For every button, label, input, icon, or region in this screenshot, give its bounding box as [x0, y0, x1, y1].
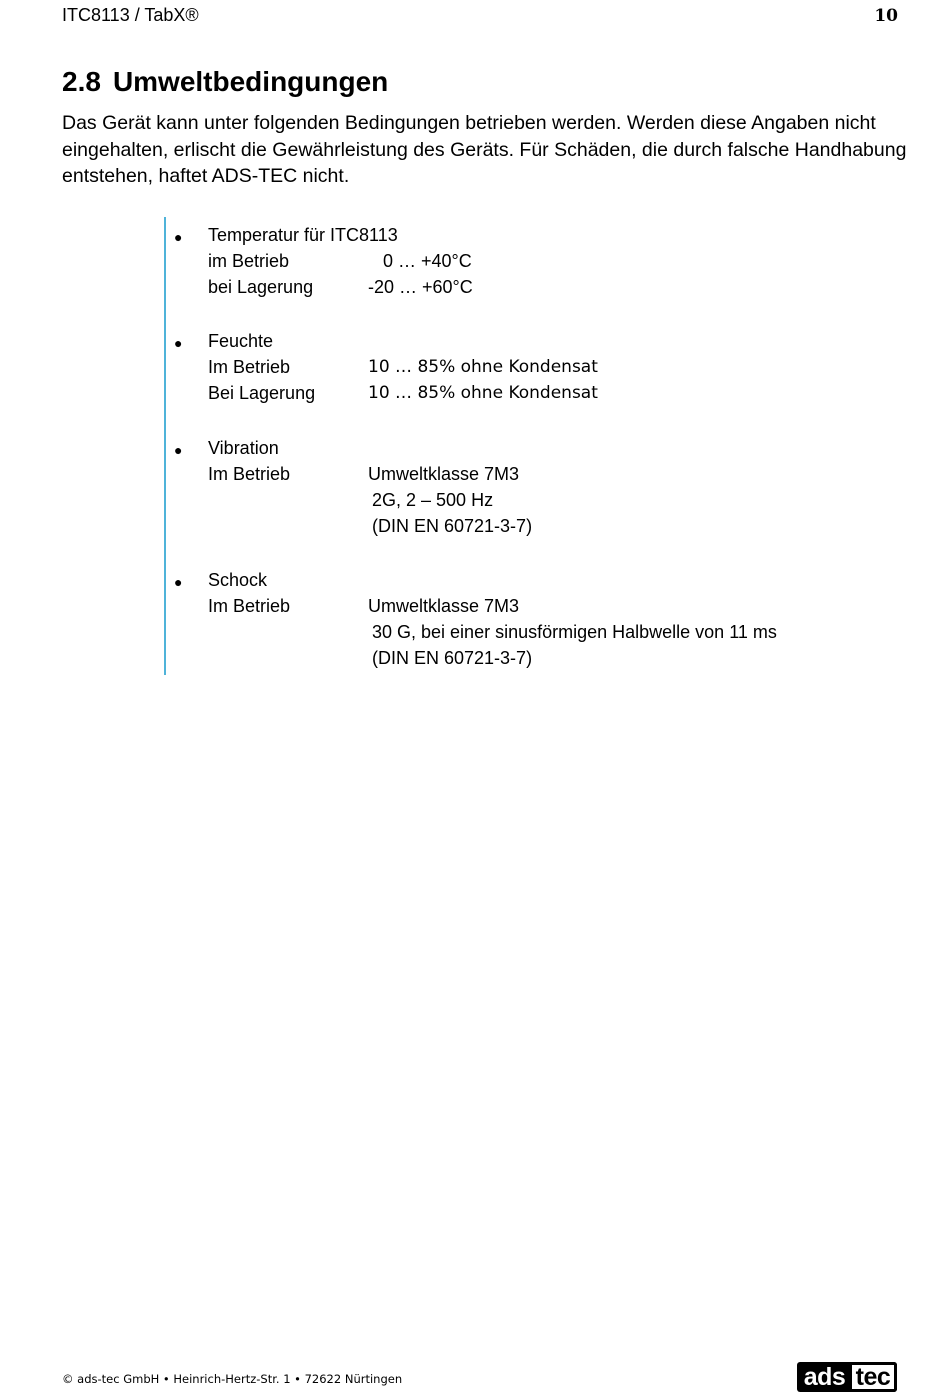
storage-label: bei Lagerung: [208, 277, 314, 297]
operating-label: Im Betrieb: [208, 464, 291, 484]
section-number: 2.8: [62, 66, 101, 97]
bullet-icon: ●: [174, 574, 183, 590]
operating-value: 0 … +40°C: [383, 251, 472, 271]
storage-value: -20 … +60°C: [368, 277, 473, 297]
operating-value: 10 … 85% ohne Kondensat: [368, 357, 598, 377]
section-title: Umweltbedingungen: [112, 66, 389, 97]
condition-title: Feuchte: [208, 331, 274, 351]
logo-right-text: tec: [852, 1362, 897, 1392]
page-number: 10: [874, 6, 898, 26]
operating-label: im Betrieb: [208, 251, 290, 271]
accent-rule: [164, 217, 166, 675]
bullet-icon: ●: [174, 335, 183, 351]
footer-address: © ads-tec GmbH • Heinrich-Hertz-Str. 1 • 72622 Nürtingen: [62, 1372, 403, 1386]
section-heading: [62, 66, 388, 98]
condition-title: Vibration: [208, 438, 279, 458]
storage-label: Bei Lagerung: [208, 383, 316, 403]
vibration-spec: 2G, 2 – 500 Hz: [372, 490, 494, 510]
standard-reference: (DIN EN 60721-3-7): [372, 516, 533, 536]
ads-tec-logo: [797, 1362, 897, 1392]
shock-spec: 30 G, bei einer sinusförmigen Halbwelle von 11 ms: [372, 622, 777, 642]
operating-label: Im Betrieb: [208, 596, 291, 616]
logo-left-text: ads: [797, 1362, 852, 1392]
condition-title: Schock: [208, 570, 268, 590]
operating-label: Im Betrieb: [208, 357, 291, 377]
storage-value: 10 … 85% ohne Kondensat: [368, 383, 598, 403]
standard-reference: (DIN EN 60721-3-7): [372, 648, 533, 668]
bullet-icon: ●: [174, 229, 183, 245]
document-title: ITC8113 / TabX®: [62, 5, 199, 25]
environment-class: Umweltklasse 7M3: [368, 596, 520, 616]
bullet-icon: ●: [174, 442, 183, 458]
condition-title: Temperatur für ITC8113: [208, 225, 398, 245]
environment-class: Umweltklasse 7M3: [368, 464, 520, 484]
intro-paragraph: Das Gerät kann unter folgenden Bedingungen betrieben werden. Werden diese Angaben nicht eingehalten, erlischt die Gewährleistung des Geräts. Für Schäden, die durch falsche Handhabung entstehen, haftet ADS-TEC nicht.: [62, 112, 907, 187]
